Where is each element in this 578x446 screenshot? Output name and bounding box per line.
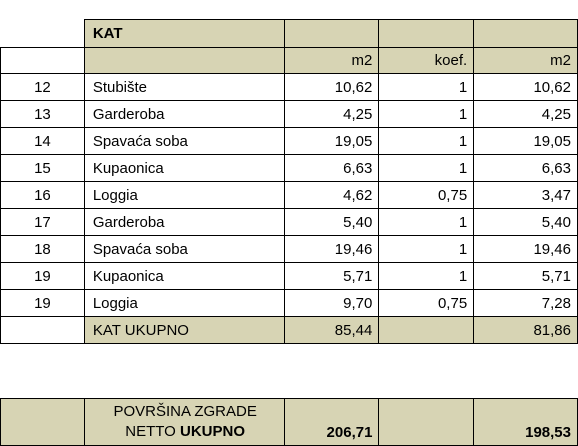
room-number: 15 (1, 155, 85, 182)
room-coef: 1 (379, 155, 474, 182)
table-row (1, 236, 578, 263)
room-net-area: 7,28 (474, 290, 578, 317)
room-name: Kupaonica (84, 263, 284, 290)
table-row (1, 155, 578, 182)
room-number: 14 (1, 128, 85, 155)
empty-cell (84, 48, 284, 74)
summary-label-prefix: NETTO (125, 423, 176, 440)
room-number: 18 (1, 236, 85, 263)
room-coef: 1 (379, 101, 474, 128)
total-row (1, 317, 578, 344)
summary-row (1, 399, 578, 446)
room-area: 9,70 (284, 290, 379, 317)
room-net-area: 19,05 (474, 128, 578, 155)
table-row (1, 182, 578, 209)
room-name: Garderoba (84, 209, 284, 236)
total-label: KAT UKUPNO (84, 317, 284, 344)
room-area: 5,40 (284, 209, 379, 236)
summary-label (84, 399, 284, 446)
room-coef: 1 (379, 236, 474, 263)
empty-cell (1, 317, 85, 344)
room-coef: 1 (379, 128, 474, 155)
room-number: 17 (1, 209, 85, 236)
room-area: 6,63 (284, 155, 379, 182)
room-name: Spavaća soba (84, 128, 284, 155)
room-coef: 1 (379, 74, 474, 101)
room-net-area: 6,63 (474, 155, 578, 182)
room-name: Garderoba (84, 101, 284, 128)
unit-area: m2 (284, 48, 379, 74)
room-name: Loggia (84, 182, 284, 209)
room-area: 19,46 (284, 236, 379, 263)
room-net-area: 10,62 (474, 74, 578, 101)
table-row (1, 74, 578, 101)
room-net-area: 19,46 (474, 236, 578, 263)
room-area: 19,05 (284, 128, 379, 155)
unit-net-area: m2 (474, 48, 578, 74)
room-coef: 1 (379, 209, 474, 236)
total-area: 85,44 (284, 317, 379, 344)
room-net-area: 5,40 (474, 209, 578, 236)
room-coef: 1 (379, 263, 474, 290)
summary-table (0, 398, 578, 446)
empty-cell (379, 20, 474, 48)
section-title-row (1, 20, 578, 48)
units-row (1, 48, 578, 74)
room-number: 16 (1, 182, 85, 209)
room-area: 4,62 (284, 182, 379, 209)
room-coef: 0,75 (379, 290, 474, 317)
empty-cell (1, 399, 85, 446)
empty-cell (1, 20, 85, 48)
room-net-area: 5,71 (474, 263, 578, 290)
empty-cell (379, 317, 474, 344)
summary-net: 198,53 (474, 399, 578, 446)
empty-cell (1, 48, 85, 74)
room-area: 4,25 (284, 101, 379, 128)
room-area: 10,62 (284, 74, 379, 101)
floor-area-table (0, 19, 578, 344)
room-coef: 0,75 (379, 182, 474, 209)
summary-label-line2 (93, 422, 278, 442)
summary-label-line1: POVRŠINA ZGRADE (113, 403, 257, 420)
room-number: 19 (1, 263, 85, 290)
empty-cell (379, 399, 474, 446)
empty-cell (474, 20, 578, 48)
room-name: Loggia (84, 290, 284, 317)
total-net: 81,86 (474, 317, 578, 344)
room-number: 13 (1, 101, 85, 128)
room-net-area: 4,25 (474, 101, 578, 128)
room-number: 12 (1, 74, 85, 101)
room-name: Spavaća soba (84, 236, 284, 263)
room-rows (1, 74, 578, 317)
room-area: 5,71 (284, 263, 379, 290)
unit-coef: koef. (379, 48, 474, 74)
room-net-area: 3,47 (474, 182, 578, 209)
room-name: Stubište (84, 74, 284, 101)
room-name: Kupaonica (84, 155, 284, 182)
summary-label-bold: UKUPNO (180, 423, 246, 440)
table-row (1, 209, 578, 236)
room-number: 19 (1, 290, 85, 317)
table-row (1, 101, 578, 128)
table-row (1, 263, 578, 290)
summary-area: 206,71 (284, 399, 379, 446)
empty-cell (284, 20, 379, 48)
table-row (1, 290, 578, 317)
section-title: KAT (84, 20, 284, 48)
table-row (1, 128, 578, 155)
